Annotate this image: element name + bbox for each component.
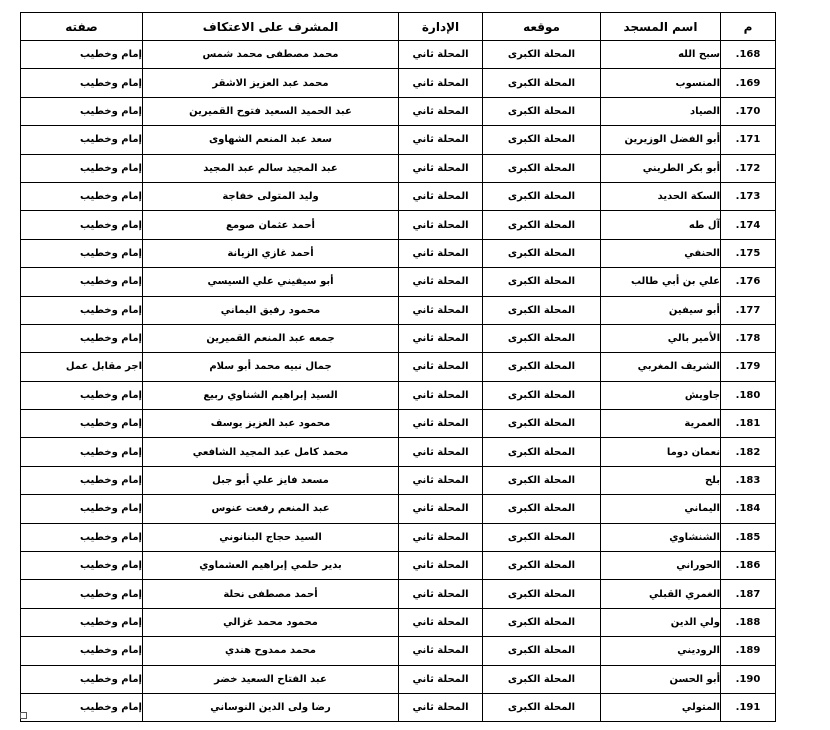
mosque-location: المحلة الكبرى [483,637,601,665]
administration: المحلة ثاني [399,211,483,239]
mosque-name: أبو سيفين [601,296,721,324]
mosque-name: المتولي [601,693,721,721]
administration: المحلة ثاني [399,693,483,721]
table-row [21,296,776,324]
administration: المحلة ثاني [399,324,483,352]
supervisor-name: أبو سيفيني علي السيسي [143,268,399,296]
supervisor-role: إمام وخطيب [21,211,143,239]
administration: المحلة ثاني [399,608,483,636]
supervisor-role: اجر مقابل عمل [21,353,143,381]
administration: المحلة ثاني [399,523,483,551]
row-number: .180 [721,381,776,409]
supervisor-role: إمام وخطيب [21,495,143,523]
administration: المحلة ثاني [399,495,483,523]
mosque-name: الشريف المغربي [601,353,721,381]
administration: المحلة ثاني [399,552,483,580]
mosque-location: المحلة الكبرى [483,523,601,551]
administration: المحلة ثاني [399,182,483,210]
supervisor-role: إمام وخطيب [21,324,143,352]
supervisor-name: محمد ممدوح هندي [143,637,399,665]
row-number: .182 [721,438,776,466]
header-mosque-name: اسم المسجد [601,13,721,41]
row-number: .170 [721,97,776,125]
row-number: .181 [721,410,776,438]
mosque-location: المحلة الكبرى [483,693,601,721]
mosque-name: الحنفي [601,239,721,267]
table-row [21,154,776,182]
supervisor-name: سعد عبد المنعم الشهاوى [143,126,399,154]
table-row [21,41,776,69]
supervisor-role: إمام وخطيب [21,154,143,182]
administration: المحلة ثاني [399,296,483,324]
row-number: .174 [721,211,776,239]
supervisor-role: إمام وخطيب [21,523,143,551]
table-row [21,438,776,466]
mosque-name: أبو بكر الطريني [601,154,721,182]
administration: المحلة ثاني [399,353,483,381]
supervisor-name: محمد كامل عبد المجيد الشافعي [143,438,399,466]
table-row [21,523,776,551]
supervisor-name: محمود عبد العزيز يوسف [143,410,399,438]
supervisor-name: عبد الحميد السعيد فتوح القميرين [143,97,399,125]
mosque-location: المحلة الكبرى [483,665,601,693]
header-supervisor: المشرف على الاعتكاف [143,13,399,41]
mosque-name: علي بن أبي طالب [601,268,721,296]
mosque-name: جاويش [601,381,721,409]
anchor-marker [20,712,27,719]
mosque-name: الحوراني [601,552,721,580]
mosque-name: أبو الحسن [601,665,721,693]
row-number: .186 [721,552,776,580]
administration: المحلة ثاني [399,268,483,296]
mosque-name: الصياد [601,97,721,125]
mosque-name: نعمان دوما [601,438,721,466]
header-location: موقعه [483,13,601,41]
row-number: .177 [721,296,776,324]
table-row [21,268,776,296]
mosque-location: المحلة الكبرى [483,182,601,210]
table-row [21,495,776,523]
supervisor-name: أحمد عثمان صومع [143,211,399,239]
mosque-name: السكة الحديد [601,182,721,210]
mosque-name: آل طه [601,211,721,239]
mosque-name: اليماني [601,495,721,523]
header-administration: الإدارة [399,13,483,41]
row-number: .179 [721,353,776,381]
supervisor-name: السيد إبراهيم الشناوي ربيع [143,381,399,409]
row-number: .190 [721,665,776,693]
table-row [21,182,776,210]
row-number: .169 [721,69,776,97]
mosque-location: المحلة الكبرى [483,381,601,409]
supervisor-name: عبد الفتاح السعيد خضر [143,665,399,693]
administration: المحلة ثاني [399,154,483,182]
row-number: .184 [721,495,776,523]
mosque-location: المحلة الكبرى [483,410,601,438]
mosque-location: المحلة الكبرى [483,239,601,267]
mosque-name: الروديني [601,637,721,665]
table-row [21,97,776,125]
mosque-location: المحلة الكبرى [483,154,601,182]
administration: المحلة ثاني [399,126,483,154]
supervisor-name: محمد عبد العزيز الاشقر [143,69,399,97]
table-row [21,239,776,267]
header-role: صفته [21,13,143,41]
mosque-location: المحلة الكبرى [483,466,601,494]
supervisor-name: مسعد فايز علي أبو جبل [143,466,399,494]
row-number: .173 [721,182,776,210]
mosque-name: المنسوب [601,69,721,97]
supervisor-role: إمام وخطيب [21,608,143,636]
mosque-location: المحلة الكبرى [483,552,601,580]
supervisor-role: إمام وخطيب [21,410,143,438]
table-row [21,466,776,494]
row-number: .183 [721,466,776,494]
mosque-name: الأمير بالي [601,324,721,352]
table-row [21,637,776,665]
table-row [21,410,776,438]
row-number: .171 [721,126,776,154]
header-num: م [721,13,776,41]
supervisor-name: السيد حجاج البنانوني [143,523,399,551]
administration: المحلة ثاني [399,97,483,125]
supervisor-name: عبد المجيد سالم عبد المجيد [143,154,399,182]
administration: المحلة ثاني [399,41,483,69]
supervisor-name: بدير حلمي إبراهيم العشماوي [143,552,399,580]
mosque-location: المحلة الكبرى [483,495,601,523]
administration: المحلة ثاني [399,69,483,97]
mosque-location: المحلة الكبرى [483,97,601,125]
table-row [21,693,776,721]
administration: المحلة ثاني [399,637,483,665]
mosque-location: المحلة الكبرى [483,41,601,69]
supervisor-name: رضا ولى الدين النوساني [143,693,399,721]
mosque-location: المحلة الكبرى [483,296,601,324]
mosque-location: المحلة الكبرى [483,608,601,636]
supervisor-name: جمال نبيه محمد أبو سلام [143,353,399,381]
mosque-location: المحلة الكبرى [483,69,601,97]
supervisor-name: محمد مصطفى محمد شمس [143,41,399,69]
administration: المحلة ثاني [399,410,483,438]
administration: المحلة ثاني [399,466,483,494]
table-row [21,211,776,239]
supervisor-role: إمام وخطيب [21,381,143,409]
mosque-location: المحلة الكبرى [483,580,601,608]
mosque-location: المحلة الكبرى [483,268,601,296]
row-number: .175 [721,239,776,267]
mosque-name: أبو الفضل الوزيرين [601,126,721,154]
supervisor-role: إمام وخطيب [21,637,143,665]
supervisor-role: إمام وخطيب [21,69,143,97]
mosques-table [20,12,776,722]
table-row [21,324,776,352]
supervisor-role: إمام وخطيب [21,268,143,296]
mosque-location: المحلة الكبرى [483,324,601,352]
mosque-name: العمرية [601,410,721,438]
supervisor-role: إمام وخطيب [21,97,143,125]
table-row [21,665,776,693]
administration: المحلة ثاني [399,580,483,608]
mosque-name: الشنشاوي [601,523,721,551]
table-row [21,381,776,409]
administration: المحلة ثاني [399,381,483,409]
mosque-location: المحلة الكبرى [483,211,601,239]
supervisor-name: جمعه عبد المنعم القميرين [143,324,399,352]
mosque-location: المحلة الكبرى [483,126,601,154]
table-row [21,353,776,381]
supervisor-role: إمام وخطيب [21,438,143,466]
supervisor-role: إمام وخطيب [21,126,143,154]
administration: المحلة ثاني [399,665,483,693]
supervisor-role: إمام وخطيب [21,41,143,69]
supervisor-name: أحمد مصطفى نحلة [143,580,399,608]
mosque-name: الغمري القبلي [601,580,721,608]
row-number: .185 [721,523,776,551]
table-row [21,69,776,97]
supervisor-name: أحمد غازي الزيانة [143,239,399,267]
row-number: .187 [721,580,776,608]
row-number: .178 [721,324,776,352]
supervisor-role: إمام وخطيب [21,466,143,494]
row-number: .176 [721,268,776,296]
supervisor-role: إمام وخطيب [21,182,143,210]
supervisor-name: وليد المتولى خفاجة [143,182,399,210]
supervisor-role: إمام وخطيب [21,552,143,580]
row-number: .168 [721,41,776,69]
mosque-name: ولي الدين [601,608,721,636]
mosque-name: سبح الله [601,41,721,69]
row-number: .188 [721,608,776,636]
supervisor-role: إمام وخطيب [21,693,143,721]
supervisor-role: إمام وخطيب [21,580,143,608]
supervisor-role: إمام وخطيب [21,239,143,267]
header-row [21,13,776,41]
row-number: .172 [721,154,776,182]
row-number: .189 [721,637,776,665]
table-row [21,580,776,608]
mosque-location: المحلة الكبرى [483,353,601,381]
administration: المحلة ثاني [399,438,483,466]
table-row [21,126,776,154]
supervisor-name: محمود رفيق اليماني [143,296,399,324]
mosque-name: بلح [601,466,721,494]
table-row [21,552,776,580]
row-number: .191 [721,693,776,721]
supervisor-name: عبد المنعم رفعت عنوس [143,495,399,523]
administration: المحلة ثاني [399,239,483,267]
mosque-location: المحلة الكبرى [483,438,601,466]
supervisor-name: محمود محمد غزالي [143,608,399,636]
supervisor-role: إمام وخطيب [21,665,143,693]
supervisor-role: إمام وخطيب [21,296,143,324]
table-row [21,608,776,636]
